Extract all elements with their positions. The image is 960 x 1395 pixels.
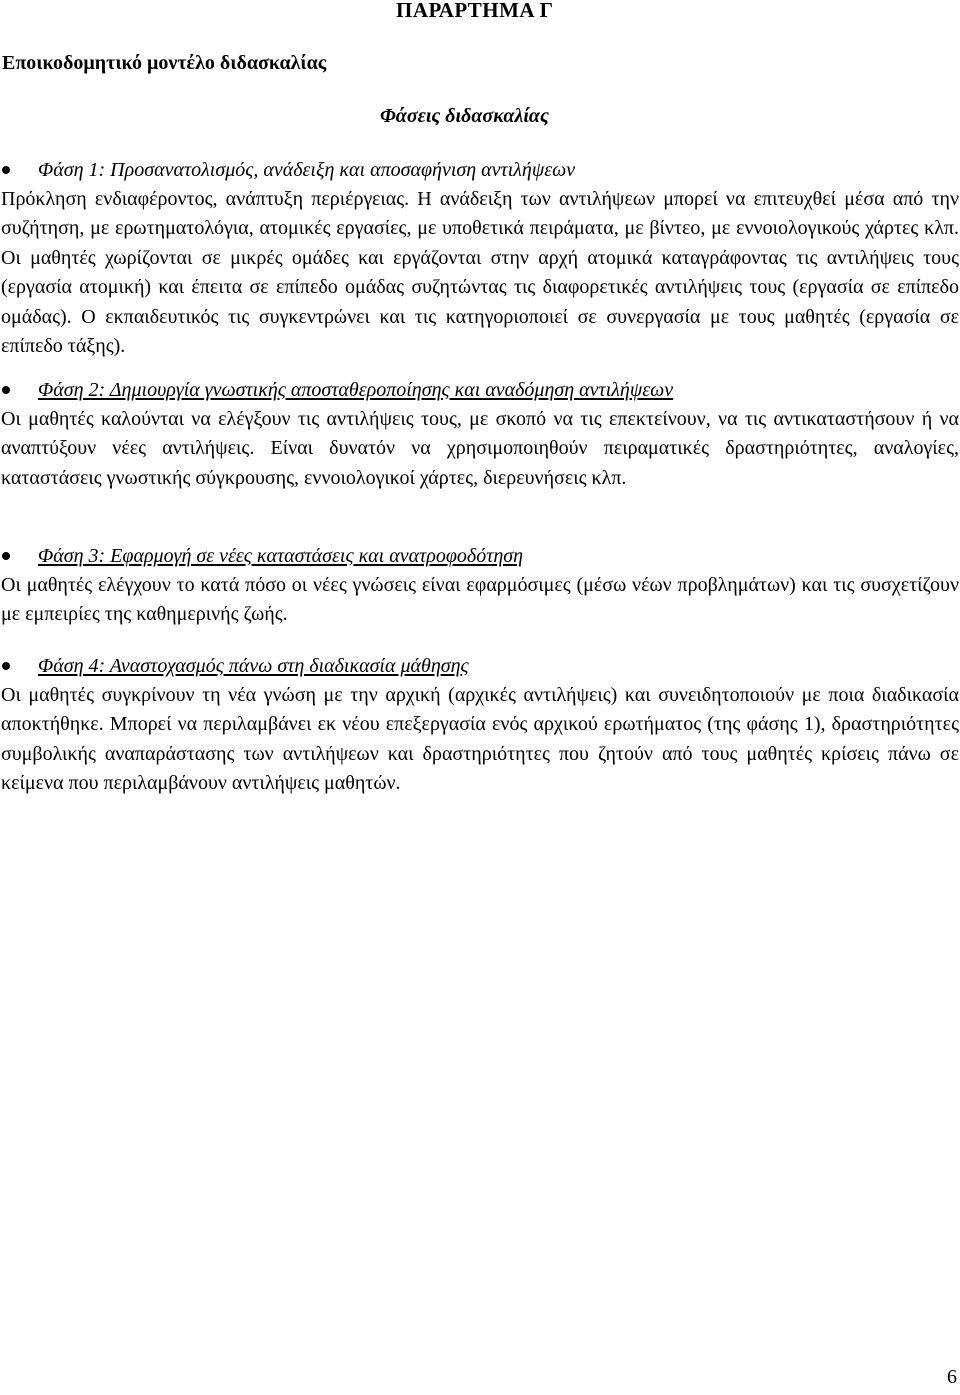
model-title: Εποικοδομητικό μοντέλο διδασκαλίας (2, 52, 327, 74)
phases-heading: Φάσεις διδασκαλίας (380, 105, 549, 127)
phase-4-heading (0, 652, 960, 681)
phase-3-heading (0, 542, 960, 571)
phase-2-section (0, 376, 960, 493)
phase-4-title: Φάση 4: Αναστοχασμός πάνω στη διαδικασία μάθησης (38, 655, 469, 677)
bullet-icon (2, 662, 10, 670)
phase-2-body: Οι μαθητές καλούνται να ελέγξουν τις αντιλήψεις τους, με σκοπό να τις επεκτείνουν, να τις αντικαταστήσουν ή να αναπτύξουν νέες αντιλήψεις. Είναι δυνατόν να χρησιμοποιηθούν πειραματικές δραστηριότητες, αναλογίες, καταστάσεις γνωστικής σύγκρουσης, εννοιολογικοί χάρτες, διερευνήσεις κλπ. (1, 408, 959, 489)
phase-4-body: Οι μαθητές συγκρίνουν τη νέα γνώση με την αρχική (αρχικές αντιλήψεις) και συνειδητοποιούν με ποια διαδικασία αποκτήθηκε. Μπορεί να περιλαμβάνει εκ νέου επεξεργασία ενός αρχικού ερωτήματος (της φάσης 1), δραστηριότητες συμβολικής αναπαράστασης των αντιλήψεων και δραστηριότητες που ζητούν από τους μαθητές κρίσεις πάνω σε κείμενα που περιλαμβάνουν αντιλήψεις μαθητών. (1, 684, 959, 795)
phase-3-body: Οι μαθητές ελέγχουν το κατά πόσο οι νέες γνώσεις είναι εφαρμόσιμες (μέσω νέων προβλημάτων) και τις συσχετίζουν με εμπειρίες της καθημερινής ζωής. (1, 574, 959, 626)
phase-4-section (0, 652, 960, 799)
bullet-icon (2, 166, 10, 174)
page-number: 6 (947, 1366, 957, 1388)
phase-1-body: Πρόκληση ενδιαφέροντος, ανάπτυξη περιέργειας. Η ανάδειξη των αντιλήψεων μπορεί να επιτευχθεί μέσα από την συζήτηση, με ερωτηματολόγια, ατομικές εργασίες, με υποθετικά πειράματα, με βίντεο, με εννοιολογικούς χάρτες κλπ. Οι μαθητές χωρίζονται σε μικρές ομάδες και εργάζονται στην αρχή ατομικά καταγράφοντας τις αντιλήψεις τους (εργασία ατομική) και έπειτα σε επίπεδο ομάδας συζητώντας τις διαφορετικές αντιλήψεις τους (εργασία σε επίπεδο ομάδας). Ο εκπαιδευτικός τις συγκεντρώνει και τις κατηγοριοποιεί σε συνεργασία με τους μαθητές (εργασία σε επίπεδο τάξης). (1, 188, 959, 358)
phase-3-section (0, 542, 960, 630)
phase-1-title: Φάση 1: Προσανατολισμός, ανάδειξη και αποσαφήνιση αντιλήψεων (38, 159, 576, 181)
phase-1-section (0, 156, 960, 361)
appendix-title: ΠΑΡΑΡΤΗΜΑ Γ (396, 0, 554, 22)
phase-2-heading (0, 376, 960, 405)
bullet-icon (2, 552, 10, 560)
phase-2-title: Φάση 2: Δημιουργία γνωστικής αποσταθεροποίησης και αναδόμηση αντιλήψεων (38, 379, 674, 401)
bullet-icon (2, 386, 10, 394)
phase-3-title: Φάση 3: Εφαρμογή σε νέες καταστάσεις και ανατροφοδότηση (38, 545, 524, 567)
phase-1-heading (0, 156, 960, 185)
